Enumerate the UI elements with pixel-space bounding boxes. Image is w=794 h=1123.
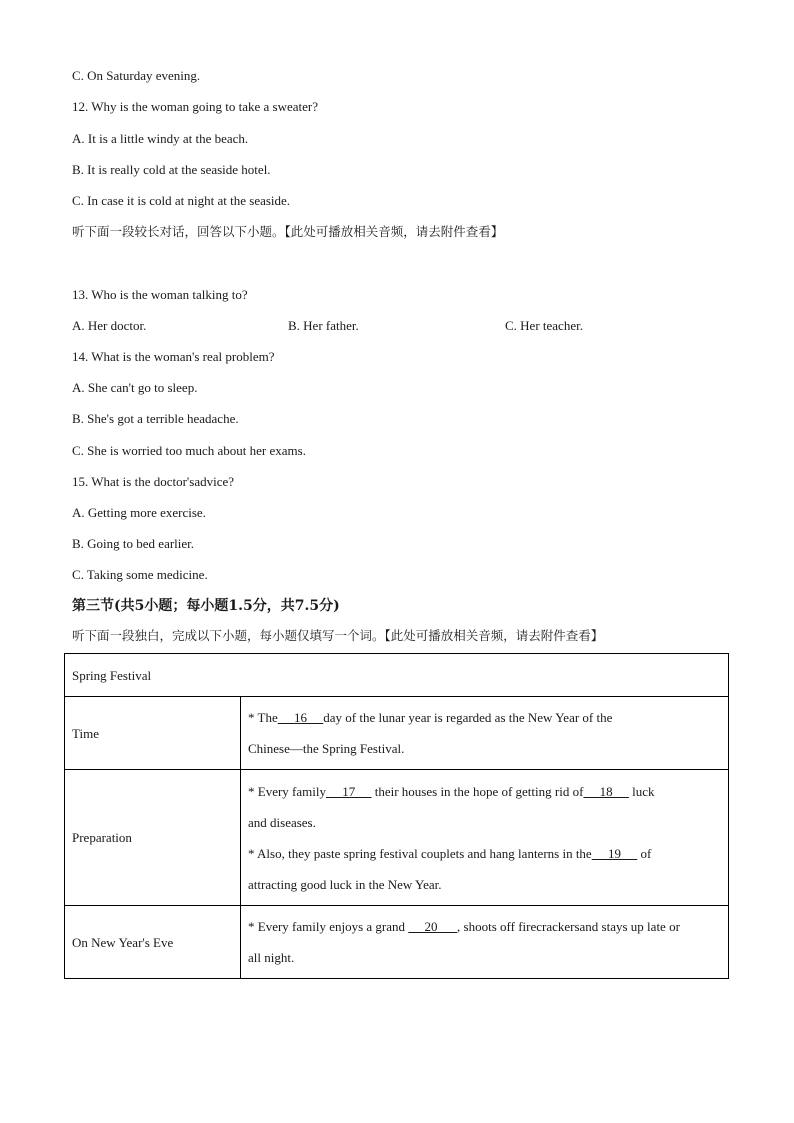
question-15-option-c: C. Taking some medicine. — [72, 567, 208, 582]
long-dialogue-instruction: 听下面一段较长对话，回答以下小题。【此处可播放相关音频，请去附件查看】 — [72, 224, 504, 239]
text-segment: * Every family — [248, 783, 326, 799]
question-12-option-c: C. In case it is cold at night at the seaside. — [72, 193, 291, 208]
question-15-option-b: B. Going to bed earlier. — [72, 536, 195, 551]
content-line — [248, 911, 721, 942]
question-12-option-a: A. It is a little windy at the beach. — [72, 131, 249, 146]
content-line — [248, 776, 721, 807]
section-3-instruction: 听下面一段独白，完成以下小题，每小题仅填写一个词。【此处可播放相关音频，请去附件查看】 — [72, 628, 604, 643]
blank-20: 20 — [408, 919, 458, 934]
content-line: Chinese—the Spring Festival. — [248, 741, 405, 756]
content-line — [248, 702, 721, 733]
content-line: and diseases. — [248, 814, 316, 830]
text-segment: day of the lunar year is regarded as the New Year of the — [323, 710, 613, 725]
row-content-time — [241, 697, 729, 770]
section-3-heading: 第三节(共5小题；每小题1.5分，共7.5分) — [72, 598, 340, 614]
blank-17: 17 — [325, 783, 372, 799]
question-14-option-c: C. She is worried too much about her exams. — [72, 443, 306, 458]
content-line: attracting good luck in the New Year. — [248, 876, 442, 892]
row-label-time: Time — [65, 697, 241, 770]
content-line: all night. — [248, 950, 295, 965]
question-13-option-c: C. Her teacher. — [505, 318, 583, 333]
question-15-option-a: A. Getting more exercise. — [72, 505, 206, 520]
table-row — [65, 770, 729, 906]
table-row — [65, 697, 729, 770]
question-11-option-c: C. On Saturday evening. — [72, 68, 201, 83]
row-content-preparation — [241, 770, 729, 906]
row-content-eve — [241, 906, 729, 979]
table-row — [65, 906, 729, 979]
text-segment: of — [637, 845, 652, 861]
text-segment: * The — [248, 710, 278, 725]
text-segment: luck — [628, 783, 655, 799]
question-13-option-b: B. Her father. — [288, 318, 359, 333]
fill-in-table — [64, 653, 729, 979]
table-title-row — [65, 654, 729, 697]
content-line — [248, 838, 721, 869]
question-12-option-b: B. It is really cold at the seaside hotel. — [72, 162, 271, 177]
blank-19: 19 — [591, 845, 638, 861]
question-13: 13. Who is the woman talking to? — [72, 287, 248, 302]
question-13-option-a: A. Her doctor. — [72, 318, 147, 333]
text-segment: their houses in the hope of getting rid of — [371, 783, 584, 799]
text-segment: , shoots off firecrackersand stays up late or — [457, 919, 680, 934]
blank-18: 18 — [583, 783, 629, 799]
question-12: 12. Why is the woman going to take a sweater? — [72, 99, 318, 114]
blank-16: 16 — [277, 710, 324, 725]
text-segment: * Every family enjoys a grand — [248, 919, 409, 934]
question-15: 15. What is the doctor'sadvice? — [72, 474, 235, 489]
question-14-option-b: B. She's got a terrible headache. — [72, 411, 239, 426]
question-14-option-a: A. She can't go to sleep. — [72, 380, 198, 395]
table-title: Spring Festival — [65, 654, 729, 697]
row-label-eve: On New Year's Eve — [65, 906, 241, 979]
text-segment: * Also, they paste spring festival couplets and hang lanterns in the — [248, 845, 592, 861]
row-label-preparation: Preparation — [65, 770, 241, 906]
question-14: 14. What is the woman's real problem? — [72, 349, 275, 364]
